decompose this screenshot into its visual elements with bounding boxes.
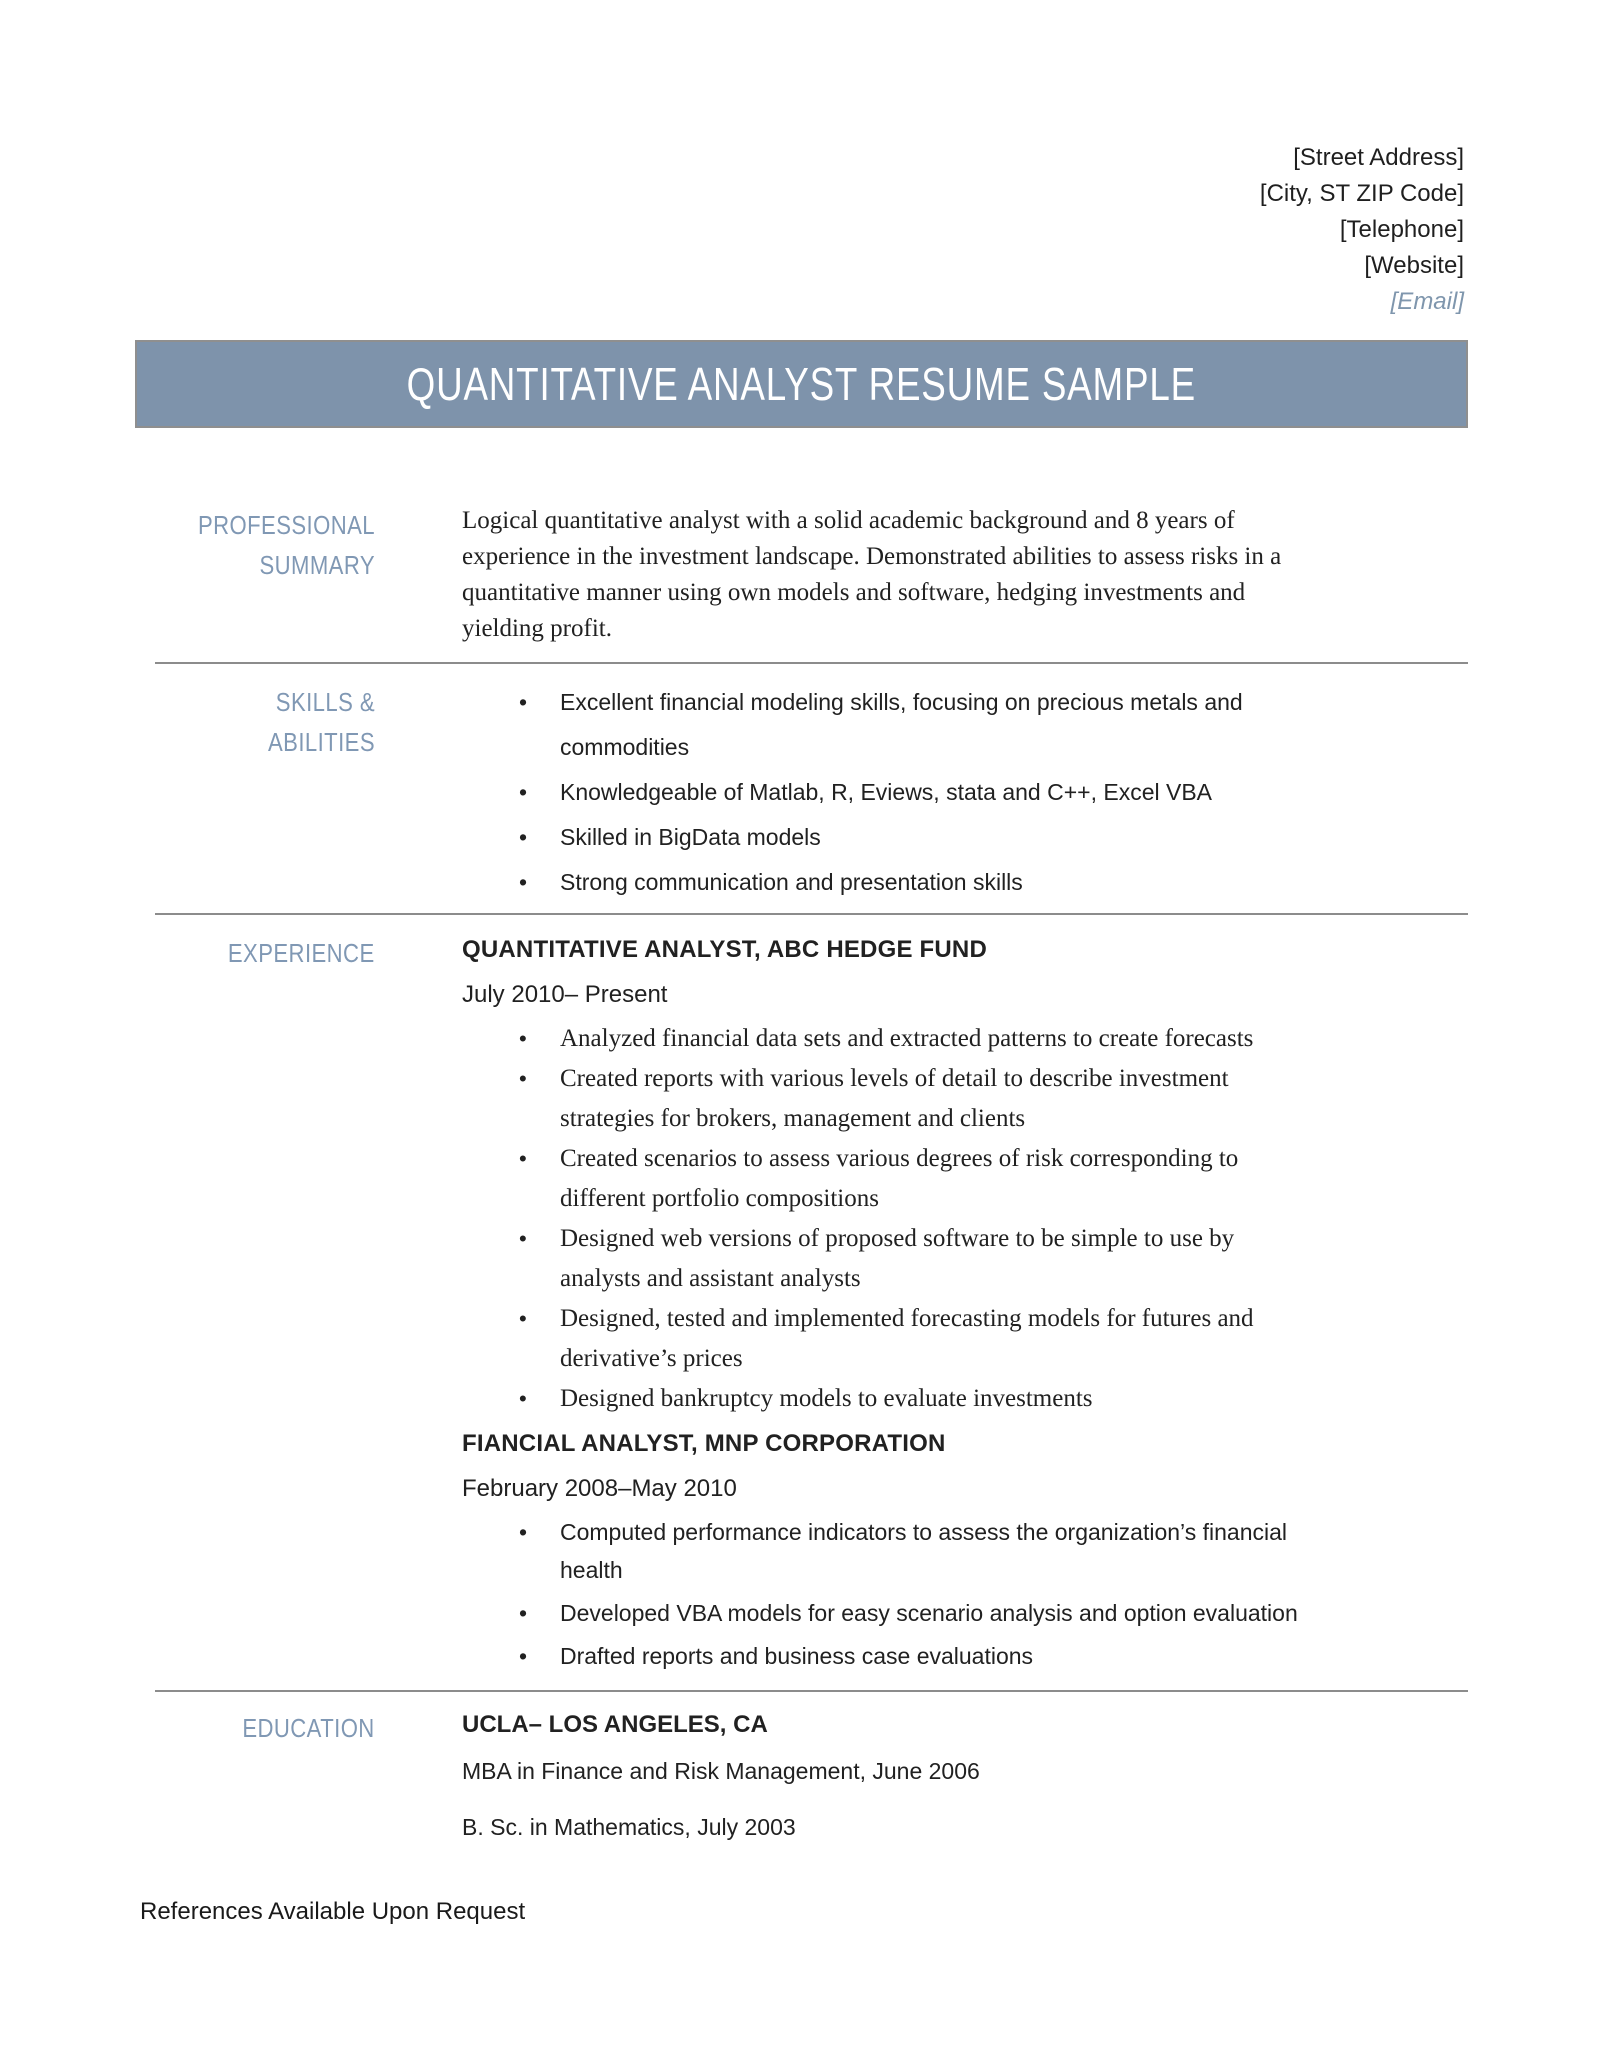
- section-label-experience: [135, 931, 375, 1680]
- job-bullets: [462, 1513, 1312, 1675]
- contact-line-website: [Website]: [1364, 252, 1464, 279]
- job-title: QUANTITATIVE ANALYST, ABC HEDGE FUND: [462, 936, 987, 963]
- job-dates: February 2008–May 2010: [462, 1475, 737, 1502]
- skill-item: • Excellent financial modeling skills, focusing on precious metals and commodities: [462, 680, 1312, 770]
- job-bullet-item: • Computed performance indicators to assess the organization’s financial health: [462, 1513, 1312, 1589]
- page-title: QUANTITATIVE ANALYST RESUME SAMPLE: [406, 358, 1197, 410]
- section-professional-summary: [135, 487, 1468, 662]
- section-label-text: EXPERIENCE: [228, 938, 375, 968]
- title-banner: [135, 340, 1468, 428]
- skills-list: [462, 680, 1312, 905]
- skill-item: • Skilled in BigData models: [462, 815, 1312, 860]
- section-label-text: PROFESSIONAL SUMMARY: [197, 510, 375, 580]
- skill-item: • Strong communication and presentation skills: [462, 860, 1312, 905]
- section-label-education: [135, 1706, 375, 1846]
- section-label-skills: [135, 680, 375, 905]
- contact-line-telephone: [Telephone]: [1339, 216, 1464, 243]
- job-dates: July 2010– Present: [462, 981, 668, 1008]
- job-bullet-item: • Created scenarios to assess various degrees of risk corresponding to different portfolio compositions: [462, 1139, 1312, 1219]
- resume-body: [135, 487, 1468, 1856]
- summary-text: Logical quantitative analyst with a solid academic background and 8 years of experience in the investment landscape. Demonstrated abilities to assess risks in a quantitative manner using own models and software, hedging investments and yielding profit.: [462, 507, 1282, 642]
- job-bullets: [462, 1019, 1312, 1419]
- job-bullet-item: • Designed, tested and implemented forecasting models for futures and derivative’s prices: [462, 1299, 1312, 1379]
- job-bullet-item: • Designed web versions of proposed software to be simple to use by analysts and assistant analysts: [462, 1219, 1312, 1299]
- job-bullet-item: • Developed VBA models for easy scenario analysis and option evaluation: [462, 1594, 1312, 1632]
- job-title: FIANCIAL ANALYST, MNP CORPORATION: [462, 1430, 946, 1457]
- job-bullet-item: • Designed bankruptcy models to evaluate investments: [462, 1379, 1312, 1419]
- job-bullet-item: • Drafted reports and business case evaluations: [462, 1637, 1312, 1675]
- contact-line-street: [Street Address]: [1293, 144, 1464, 171]
- contact-block: [1260, 140, 1464, 320]
- degree-line: MBA in Finance and Risk Management, June 2006: [462, 1758, 980, 1784]
- degree-line: B. Sc. in Mathematics, July 2003: [462, 1814, 796, 1840]
- section-skills: [135, 664, 1468, 913]
- school-name: UCLA– LOS ANGELES, CA: [462, 1711, 768, 1738]
- skill-item: • Knowledgeable of Matlab, R, Eviews, stata and C++, Excel VBA: [462, 770, 1312, 815]
- section-label-text: SKILLS & ABILITIES: [267, 687, 375, 757]
- section-experience: [135, 915, 1468, 1690]
- section-label-text: EDUCATION: [242, 1713, 375, 1743]
- job-bullet-item: • Analyzed financial data sets and extracted patterns to create forecasts: [462, 1019, 1312, 1059]
- references-note: References Available Upon Request: [140, 1898, 526, 1925]
- section-label-professional-summary: [135, 503, 375, 647]
- job-bullet-item: • Created reports with various levels of detail to describe investment strategies for brokers, management and clients: [462, 1059, 1312, 1139]
- contact-line-city: [City, ST ZIP Code]: [1259, 180, 1464, 207]
- section-education: [135, 1692, 1468, 1856]
- contact-email: [Email]: [1390, 288, 1464, 315]
